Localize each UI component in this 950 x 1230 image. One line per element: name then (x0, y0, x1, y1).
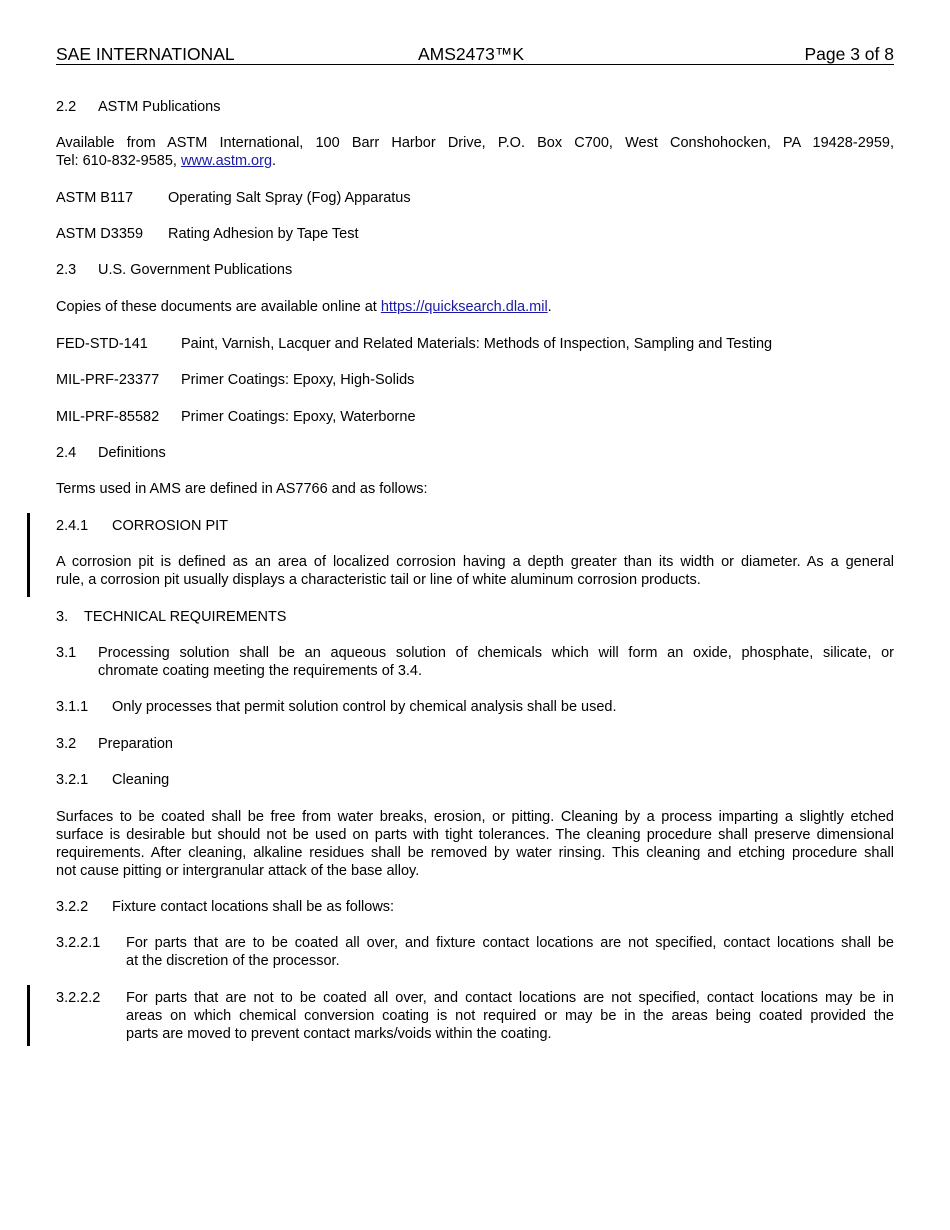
reference-mil-prf-23377 (56, 371, 894, 389)
section-heading-3 (56, 608, 894, 626)
cleaning-line3: requirements. After cleaning, alkaline residues shall be removed by water rinsing. This cleaning and etching procedure shall (56, 845, 894, 861)
section-3-2-2-1-line1: For parts that are to be coated all over, and fixture contact locations are not specified, contact locations shall be (126, 935, 894, 951)
section-number: 2.3 (56, 262, 77, 278)
section-title: U.S. Government Publications (98, 262, 293, 278)
reference-title: Rating Adhesion by Tape Test (168, 226, 359, 242)
section-heading-2-2 (56, 98, 894, 116)
reference-fed-std-141 (56, 335, 894, 353)
section-heading-2-4 (56, 444, 894, 462)
reference-astm-b117 (56, 189, 894, 207)
section-heading-3-2 (56, 735, 894, 753)
section-number: 3.1.1 (56, 699, 89, 715)
section-number: 2.4 (56, 445, 77, 461)
section-title: Definitions (98, 445, 166, 461)
cleaning-line4: not cause pitting or intergranular attack of the base alloy. (56, 863, 420, 879)
revision-change-bar (27, 513, 30, 597)
reference-title: Primer Coatings: Epoxy, Waterborne (181, 409, 416, 425)
header-document-id: AMS2473™K (418, 44, 525, 64)
reference-astm-d3359 (56, 225, 894, 243)
section-3-2-2-2-line2: areas on which chemical conversion coating is not required or may be in the areas being coated provided the (126, 1008, 894, 1024)
section-3-2-2-2-line3: parts are moved to prevent contact marks/voids within the coating. (126, 1026, 552, 1042)
page-header (56, 44, 894, 65)
section-3-1-1 (56, 698, 894, 716)
cleaning-line1: Surfaces to be coated shall be free from water breaks, erosion, or pitting. Cleaning by a process imparting a slightly etched (56, 809, 894, 825)
section-3-2-2-1-line2: at the discretion of the processor. (126, 953, 340, 969)
section-title: CORROSION PIT (112, 518, 229, 534)
section-number-3-1: 3.1 (56, 645, 77, 661)
reference-code: MIL-PRF-23377 (56, 372, 160, 388)
section-title: TECHNICAL REQUIREMENTS (84, 609, 287, 625)
section-number: 3.2.1 (56, 772, 89, 788)
reference-code: MIL-PRF-85582 (56, 409, 160, 425)
header-organization: SAE INTERNATIONAL (56, 44, 235, 64)
reference-mil-prf-85582 (56, 408, 894, 426)
section-title: ASTM Publications (98, 99, 221, 115)
gov-availability (56, 298, 894, 316)
revision-change-bar (27, 985, 30, 1046)
corrosion-pit-definition-line2: rule, a corrosion pit usually displays a characteristic tail or line of white aluminum corrosion products. (56, 572, 701, 588)
section-number: 3.2.2 (56, 899, 89, 915)
reference-code: ASTM B117 (56, 190, 134, 206)
astm-website-link[interactable]: www.astm.org (180, 153, 273, 169)
section-heading-2-3 (56, 261, 894, 279)
section-text: Only processes that permit solution control by chemical analysis shall be used. (112, 699, 617, 715)
astm-availability-line2: Tel: 610-832-9585, www.astm.org. (56, 153, 277, 169)
header-page-number: Page 3 of 8 (804, 44, 894, 64)
gov-availability-text: Copies of these documents are available online at (56, 299, 381, 315)
section-3-1-line2: chromate coating meeting the requirements of 3.4. (98, 663, 423, 679)
section-number: 3. (56, 609, 69, 625)
punctuation: . (547, 299, 552, 315)
section-text: Fixture contact locations shall be as follows: (112, 899, 395, 915)
dla-quicksearch-link[interactable]: https://quicksearch.dla.mil (380, 299, 548, 315)
reference-title: Operating Salt Spray (Fog) Apparatus (168, 190, 411, 206)
cleaning-line2: surface is desirable but should not be used on parts with tight tolerances. The cleaning procedure shall preserve dimensional (56, 827, 894, 843)
section-3-2-2-2-line1: For parts that are not to be coated all over, and contact locations are not specified, contact locations may be in (126, 990, 894, 1006)
section-3-2-2 (56, 898, 894, 916)
reference-title: Primer Coatings: Epoxy, High-Solids (181, 372, 415, 388)
reference-code: FED-STD-141 (56, 336, 148, 352)
section-number: 2.4.1 (56, 518, 89, 534)
section-title: Preparation (98, 736, 173, 752)
section-number-3-2-2-2: 3.2.2.2 (56, 990, 101, 1006)
section-heading-3-2-1 (56, 771, 894, 789)
reference-title: Paint, Varnish, Lacquer and Related Materials: Methods of Inspection, Sampling and Testing (181, 336, 773, 352)
section-number: 3.2 (56, 736, 77, 752)
reference-code: ASTM D3359 (56, 226, 144, 242)
section-title: Cleaning (112, 772, 170, 788)
definitions-intro: Terms used in AMS are defined in AS7766 and as follows: (56, 481, 428, 497)
astm-availability-line1: Available from ASTM International, 100 Barr Harbor Drive, P.O. Box C700, West Conshohocken, PA 19428-2959, (56, 135, 894, 151)
section-heading-2-4-1 (56, 517, 894, 535)
section-3-1-line1: Processing solution shall be an aqueous solution of chemicals which will form an oxide, phosphate, silicate, or (98, 645, 894, 661)
punctuation: . (272, 153, 277, 169)
corrosion-pit-definition-line1: A corrosion pit is defined as an area of localized corrosion having a depth greater than its width or diameter. As a general (56, 554, 894, 570)
section-number-3-2-2-1: 3.2.2.1 (56, 935, 101, 951)
section-number: 2.2 (56, 99, 77, 115)
